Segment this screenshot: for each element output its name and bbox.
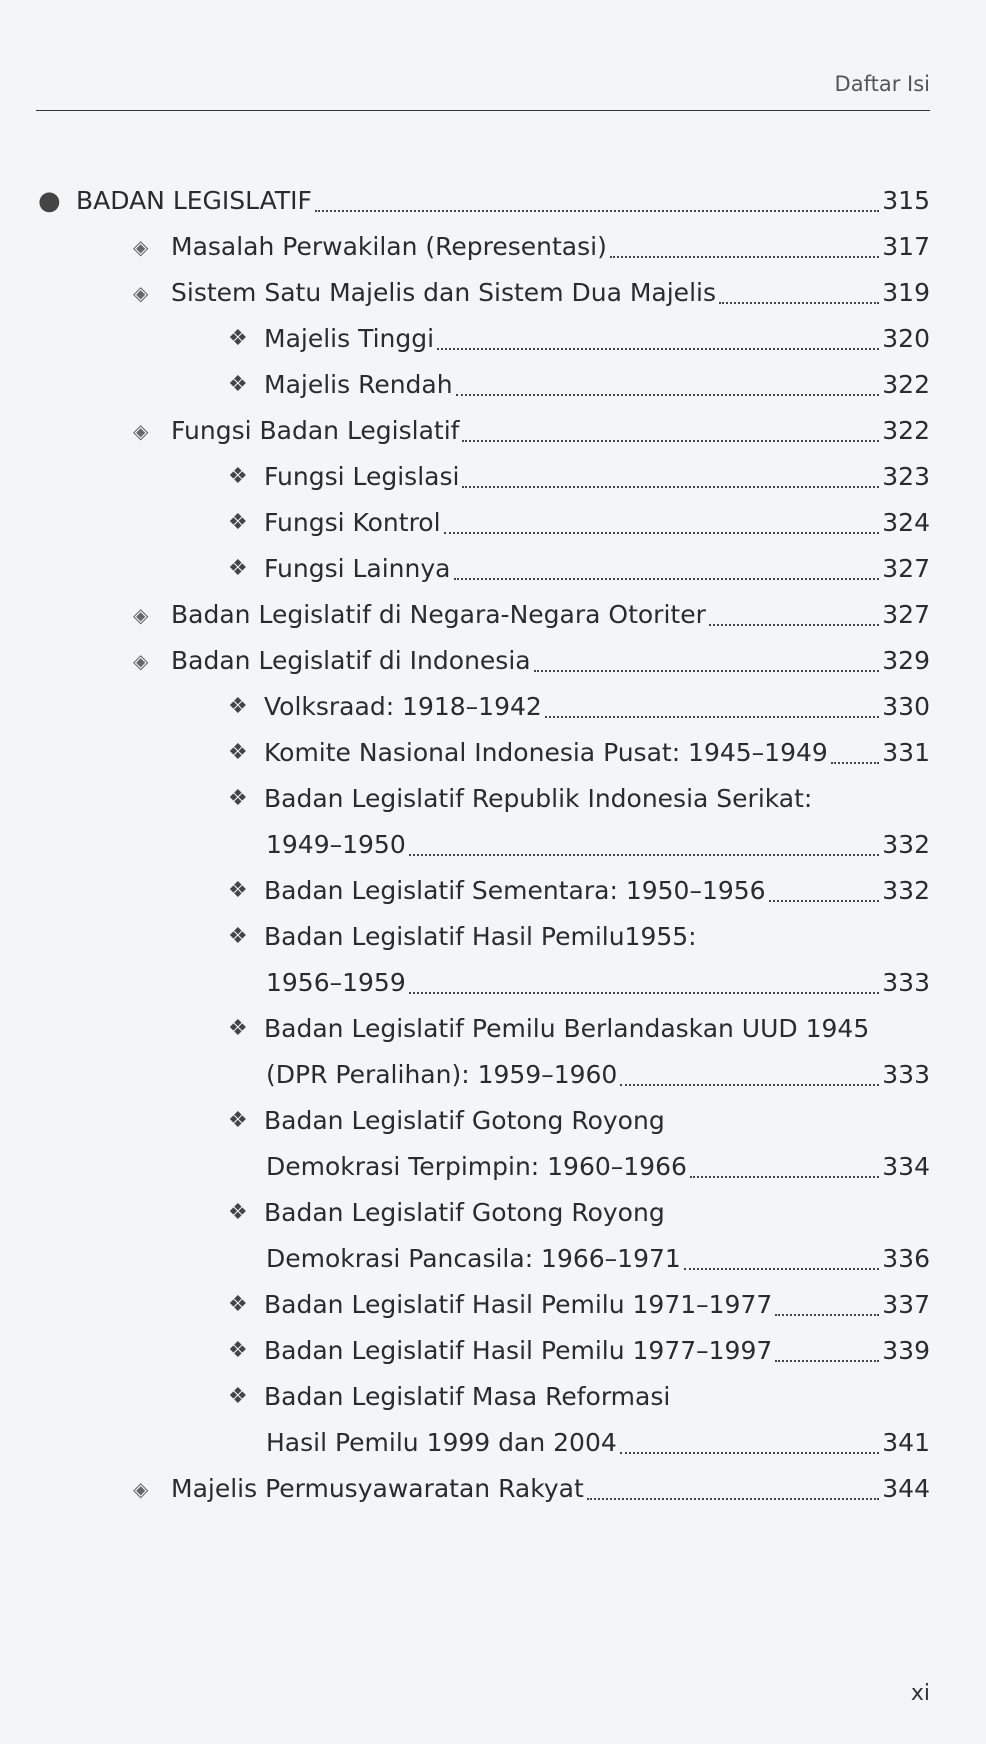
toc-entry: [30, 960, 930, 1006]
toc-entry-page: 337: [882, 1290, 930, 1319]
toc-entry-page: 317: [882, 232, 930, 261]
dot-leader: [719, 302, 879, 304]
toc-entry: [30, 270, 930, 316]
dot-leader: [620, 1452, 880, 1454]
toc-entry: [30, 1052, 930, 1098]
toc-entry: [30, 316, 930, 362]
toc-entry: [30, 592, 930, 638]
toc-entry-title: Badan Legislatif Hasil Pemilu1955:: [264, 922, 697, 951]
four-diamond-bullet-icon: ❖: [228, 510, 248, 535]
four-diamond-bullet-icon: ❖: [228, 1292, 248, 1317]
diamond-bullet-icon: ◈: [133, 1477, 149, 1501]
dot-leader: [775, 1314, 879, 1316]
toc-entry-title: Badan Legislatif Republik Indonesia Serikat:: [264, 784, 813, 813]
four-diamond-bullet-icon: ❖: [228, 740, 248, 765]
toc-entry-title: Sistem Satu Majelis dan Sistem Dua Majelis: [171, 278, 716, 307]
toc-entry-title: Volksraad: 1918–1942: [264, 692, 542, 721]
four-diamond-bullet-icon: ❖: [228, 1200, 248, 1225]
four-diamond-bullet-icon: ❖: [228, 1108, 248, 1133]
toc-entry-page: 333: [882, 1060, 930, 1089]
toc-entry-title: Badan Legislatif Hasil Pemilu 1977–1997: [264, 1336, 773, 1365]
four-diamond-bullet-icon: ❖: [228, 464, 248, 489]
diamond-bullet-icon: ◈: [133, 649, 149, 673]
page-header-title: Daftar Isi: [834, 72, 930, 96]
diamond-bullet-icon: ◈: [133, 281, 149, 305]
toc-entry-page: 334: [882, 1152, 930, 1181]
toc-entry-page: 341: [882, 1428, 930, 1457]
diamond-bullet-icon: ◈: [133, 235, 149, 259]
dot-leader: [831, 762, 879, 764]
toc-entry-title: Majelis Permusyawaratan Rakyat: [171, 1474, 584, 1503]
toc-entry: [30, 1236, 930, 1282]
toc-entry-page: 315: [882, 186, 930, 215]
toc-entry: [30, 454, 930, 500]
toc-entry-title: Demokrasi Terpimpin: 1960–1966: [266, 1152, 687, 1181]
toc-entry-page: 319: [882, 278, 930, 307]
dot-leader: [709, 624, 879, 626]
toc-entry: [30, 546, 930, 592]
diamond-bullet-icon: ◈: [133, 419, 149, 443]
toc-entry-title: Badan Legislatif di Negara-Negara Otoriter: [171, 600, 706, 629]
four-diamond-bullet-icon: ❖: [228, 878, 248, 903]
toc-entry-page: 339: [882, 1336, 930, 1365]
toc-entry-page: 332: [882, 876, 930, 905]
table-of-contents: [30, 178, 930, 1512]
toc-entry: [30, 684, 930, 730]
toc-entry-title: Majelis Rendah: [264, 370, 453, 399]
toc-entry-title: Badan Legislatif Sementara: 1950–1956: [264, 876, 766, 905]
toc-entry-title: Fungsi Legislasi: [264, 462, 460, 491]
toc-entry: [30, 408, 930, 454]
toc-entry: [30, 1098, 930, 1144]
toc-entry-page: 330: [882, 692, 930, 721]
bullet-icon: ●: [38, 186, 61, 216]
toc-entry-page: 322: [882, 416, 930, 445]
dot-leader: [437, 348, 879, 350]
toc-entry-page: 344: [882, 1474, 930, 1503]
dot-leader: [769, 900, 880, 902]
toc-entry-title: Fungsi Lainnya: [264, 554, 451, 583]
toc-entry-title: Masalah Perwakilan (Representasi): [171, 232, 607, 261]
toc-entry: [30, 730, 930, 776]
toc-entry-page: 331: [882, 738, 930, 767]
dot-leader: [545, 716, 879, 718]
toc-entry: [30, 638, 930, 684]
toc-entry: [30, 1328, 930, 1374]
toc-entry: [30, 1144, 930, 1190]
toc-entry-title: Badan Legislatif Masa Reformasi: [264, 1382, 671, 1411]
four-diamond-bullet-icon: ❖: [228, 786, 248, 811]
toc-entry-title: (DPR Peralihan): 1959–1960: [266, 1060, 618, 1089]
toc-entry-title: 1956–1959: [266, 968, 406, 997]
toc-entry-title: Badan Legislatif Gotong Royong: [264, 1198, 665, 1227]
dot-leader: [620, 1084, 879, 1086]
toc-entry: [30, 1006, 930, 1052]
toc-entry: [30, 776, 930, 822]
dot-leader: [775, 1360, 879, 1362]
toc-entry: [30, 822, 930, 868]
toc-entry: [30, 224, 930, 270]
toc-entry-title: Demokrasi Pancasila: 1966–1971: [266, 1244, 681, 1273]
toc-entry-page: 327: [882, 554, 930, 583]
toc-entry-title: Fungsi Kontrol: [264, 508, 441, 537]
page-folio: xi: [910, 1681, 930, 1706]
diamond-bullet-icon: ◈: [133, 603, 149, 627]
dot-leader: [409, 854, 880, 856]
toc-entry-title: Hasil Pemilu 1999 dan 2004: [266, 1428, 617, 1457]
toc-entry: [30, 1190, 930, 1236]
four-diamond-bullet-icon: ❖: [228, 1016, 248, 1041]
toc-entry-title: 1949–1950: [266, 830, 406, 859]
four-diamond-bullet-icon: ❖: [228, 694, 248, 719]
toc-entry-page: 324: [882, 508, 930, 537]
four-diamond-bullet-icon: ❖: [228, 556, 248, 581]
toc-entry-page: 327: [882, 600, 930, 629]
toc-entry-title: Badan Legislatif Hasil Pemilu 1971–1977: [264, 1290, 773, 1319]
four-diamond-bullet-icon: ❖: [228, 1384, 248, 1409]
dot-leader: [456, 394, 880, 396]
toc-entry-page: 333: [882, 968, 930, 997]
dot-leader: [454, 578, 880, 580]
toc-entry: [30, 500, 930, 546]
toc-entry: [30, 178, 930, 224]
toc-entry: [30, 362, 930, 408]
toc-entry: [30, 1374, 930, 1420]
toc-entry-title: Komite Nasional Indonesia Pusat: 1945–1949: [264, 738, 828, 767]
dot-leader: [690, 1176, 879, 1178]
toc-entry: [30, 1282, 930, 1328]
header-rule: [36, 110, 930, 111]
dot-leader: [409, 992, 880, 994]
toc-entry-page: 323: [882, 462, 930, 491]
toc-entry: [30, 868, 930, 914]
toc-entry-title: Fungsi Badan Legislatif: [171, 416, 460, 445]
dot-leader: [684, 1268, 879, 1270]
toc-entry-page: 336: [882, 1244, 930, 1273]
toc-entry-title: BADAN LEGISLATIF: [76, 186, 312, 215]
toc-entry-page: 320: [882, 324, 930, 353]
dot-leader: [534, 670, 880, 672]
dot-leader: [462, 486, 879, 488]
four-diamond-bullet-icon: ❖: [228, 326, 248, 351]
four-diamond-bullet-icon: ❖: [228, 924, 248, 949]
dot-leader: [610, 256, 879, 258]
toc-entry: [30, 914, 930, 960]
dot-leader: [315, 210, 879, 212]
toc-entry: [30, 1420, 930, 1466]
dot-leader: [444, 532, 880, 534]
toc-entry-title: Badan Legislatif Pemilu Berlandaskan UUD 1945: [264, 1014, 870, 1043]
toc-entry-title: Majelis Tinggi: [264, 324, 435, 353]
four-diamond-bullet-icon: ❖: [228, 372, 248, 397]
toc-entry-title: Badan Legislatif di Indonesia: [171, 646, 531, 675]
toc-entry-title: Badan Legislatif Gotong Royong: [264, 1106, 665, 1135]
dot-leader: [462, 440, 879, 442]
toc-entry-page: 322: [882, 370, 930, 399]
dot-leader: [587, 1498, 880, 1500]
toc-entry-page: 329: [882, 646, 930, 675]
four-diamond-bullet-icon: ❖: [228, 1338, 248, 1363]
toc-entry-page: 332: [882, 830, 930, 859]
toc-entry: [30, 1466, 930, 1512]
